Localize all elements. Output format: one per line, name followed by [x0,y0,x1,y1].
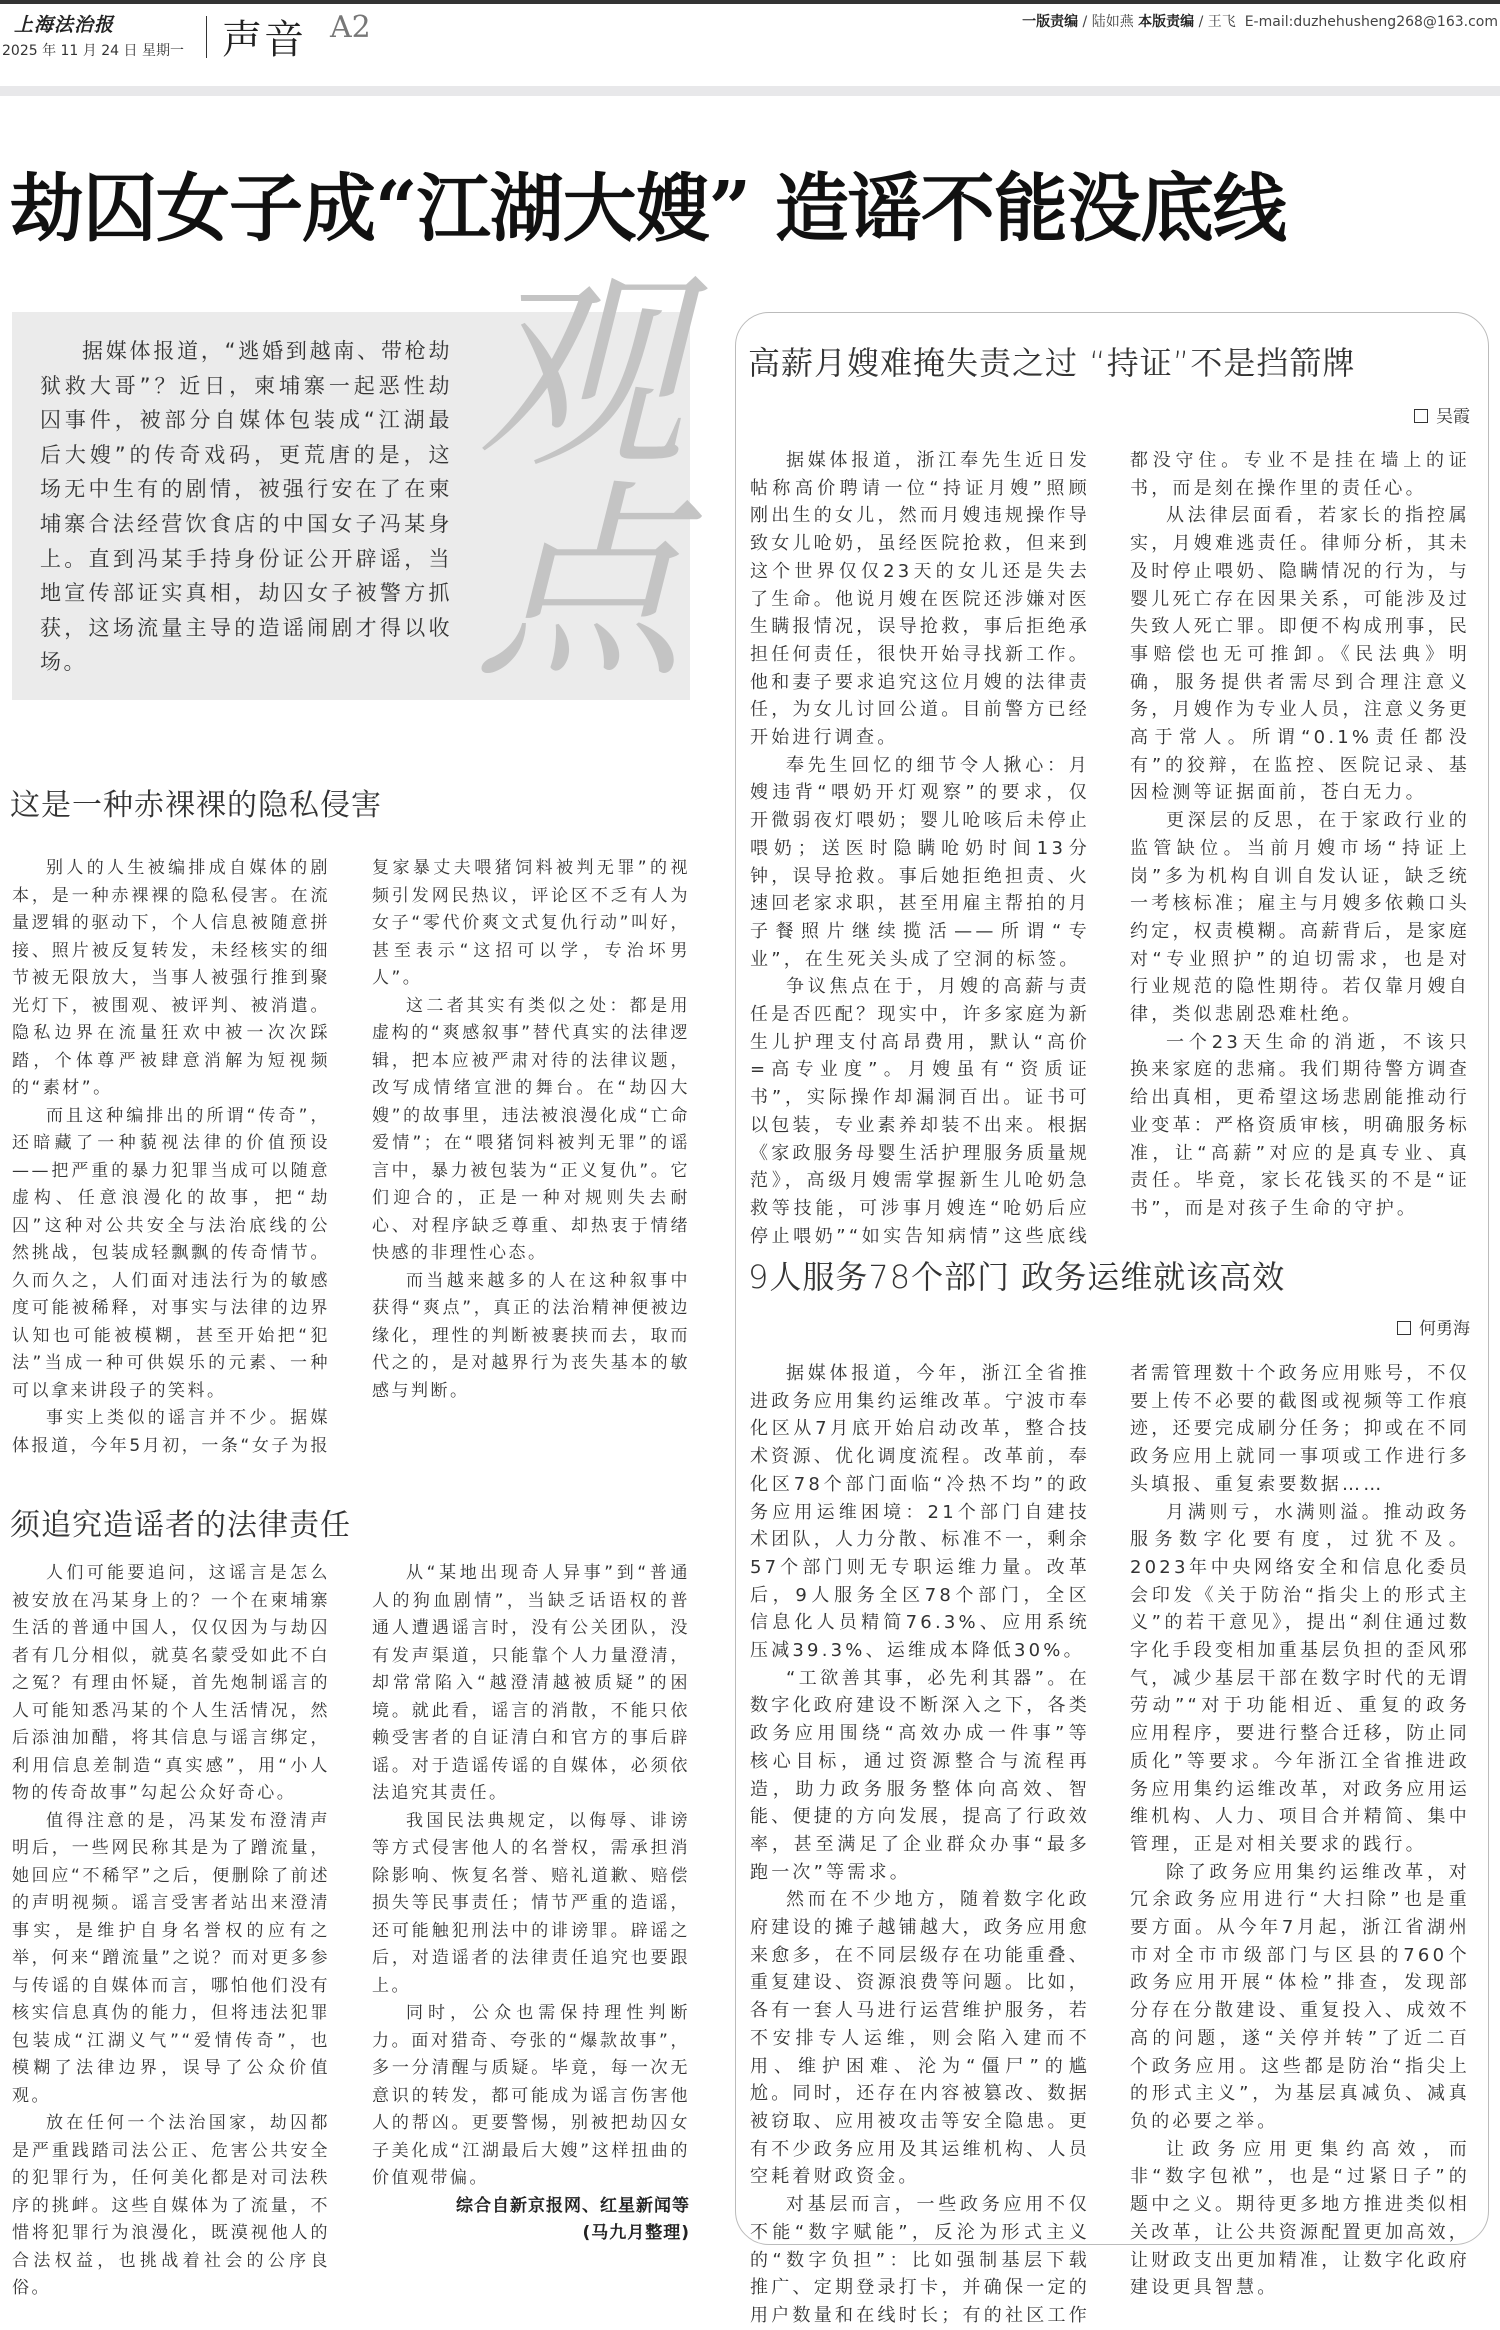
paragraph: 据媒体报道，浙江奉先生近日发帖称高价聘请一位“持证月嫂”照顾刚出生的女儿，然而月嫂违规操作导致女儿呛奶，虽经医院抢救，但来到这个世界仅仅23天的女儿还是失去了生命。他说月嫂在医院还涉嫌对医生瞒报情况，误导抢救，事后拒绝承担任何责任，很快开始寻找新工作。他和妻子要求追究这位月嫂的法律责任，为女儿讨回公道。目前警方已经开始进行调查。 [750,450,1090,749]
compiler-credit: (马九月整理) [582,2223,690,2243]
editor-email: E-mail:duzhehusheng268@163.com [1244,14,1498,30]
paragraph: 月满则亏，水满则溢。推动政务服务数字化要有度，过犹不及。2023年中央网络安全和信息化委员会印发《关于防治“指尖上的形式主义”的若干意见》，提出“刹住通过数字化手段变相加重基层负担的歪风邪气，减少基层干部在数字时代的无谓劳动”“对于功能相近、重复的政务应用程序，要进行整合迁移，防止同质化”等要求。今年浙江全省推进政务应用集约运维改革，对政务应用运维机构、人力、项目合并精简、集中管理，正是对相关要求的践行。 [1130,1501,1470,1855]
paragraph: 同时，公众也需保持理性判断力。面对猎奇、夸张的“爆款故事”，多一分清醒与质疑。毕竟，每一次无意识的转发，都可能成为谣言伤害他人的帮凶。更要警惕，别被把劫囚女子美化成“江湖最后大嫂”这样扭曲的价值观带偏。 [372,2003,690,2188]
editor-credits: 一版责编 / 陆如燕 本版责编 / 王飞 E-mail:duzhehusheng268@163.com [1022,14,1498,30]
paragraph: 然而在不少地方，随着数字化政府建设的摊子越铺越大，政务应用愈来愈多，在不同层级存在功能重叠、重复建设、资源浪费等问题。比如，各有一套人马进行运营维护服务，若不安排专人运维，则会陷入建而不用、维护困难、沦为“僵尸”的尴尬。同时，还存在内容被篡改、数据被窃取、应用被攻击等安全隐患。更有不少政务应用及其运维机构、人员空耗着财政资金。 [750,1889,1090,2188]
paragraph: 除了政务应用集约运维改革，对冗余政务应用进行“大扫除”也是重要方面。从今年7月起，浙江省湖州市对全市市级部门与区县的760个政务应用开展“体检”排查，发现部分存在分散建设、重复投入、成效不高的问题，遂“关停并转”了近二百个政务应用。这些都是防治“指尖上的形式主义”，为基层真减负、减真负的必要之举。 [1130,1861,1470,2132]
article-title-govops: 9人服务78个部门 政务运维就该高效 [748,1258,1286,1296]
paragraph: 人们可能要追问，这谣言是怎么被安放在冯某身上的？一个在柬埔寨生活的普通中国人，仅仅因为与劫囚者有几分相似，就莫名蒙受如此不白之冤？有理由怀疑，首先炮制谣言的人可能知悉冯某的个人生活情况，然后添油加醋，将其信息与谣言绑定，利用信息差制造“真实感”，用“小人物的传奇故事”勾起公众好奇心。 [12,1563,330,1803]
paragraph: 从法律层面看，若家长的指控属实，月嫂难逃责任。律师分析，其未及时停止喂奶、隐瞒情况的行为，与婴儿死亡存在因果关系，可能涉及过失致人死亡罪。即便不构成刑事，民事赔偿也无可推卸。《民法典》明确，服务提供者需尽到合理注意义务，月嫂作为专业人员，注意义务更高于常人。所谓“0.1%责任都没有”的狡辩，在监控、医院记录、基因检测等证据面前，苍白无力。 [1130,505,1470,804]
editor-label-2: 本版责编 [1138,14,1195,30]
paragraph: 让政务应用更集约高效，而非“数字包袱”，也是“过紧日子”的题中之义。期待更多地方推进类似相关改革，让公共资源配置更加高效，让财政支出更加精准，让数字化政府建设更具智慧。 [1130,2138,1470,2299]
editor-label-1: 一版责编 [1022,14,1079,30]
paragraph: 对基层而言，一些政务应用不仅不能“数字赋能”，反沦为形式主义的“数字负担”：比如强制基层下载推广、定期登录打卡，并确保一定的用户数量和在线时长；有的社区工作者需管理数十个政务应用账号，不仅要上传不必要的截图或视频等工作痕迹，还要完成刷分任务；抑或在不同政务应用上就同一事项或工作进行多头填报、重复索要数据…… [750,1363,1470,2326]
section-name: 声音 [222,17,306,63]
paragraph: 别人的人生被编排成自媒体的剧本，是一种赤裸裸的隐私侵害。在流量逻辑的驱动下，个人信息被随意拼接、照片被反复转发，未经核实的细节被无限放大，当事人被强行推到聚光灯下，被围观、被评判、被消遣。隐私边界在流量狂欢中被一次次踩踏，个体尊严被肆意消解为短视频的“素材”。 [12,858,330,1098]
author-byline [1397,1314,1470,1339]
paragraph: 这二者其实有类似之处：都是用虚构的“爽感叙事”替代真实的法律逻辑，把本应被严肃对待的法律议题，改写成情绪宣泄的舞台。在“劫囚大嫂”的故事里，违法被浪漫化成“亡命爱情”；在“喂猪饲料被判无罪”的谣言中，暴力被包装为“正义复仇”。它们迎合的，正是一种对规则失去耐心、对程序缺乏尊重、却热衷于情绪快感的非理性心态。 [372,995,690,1263]
article-govops-body [750,1360,1470,2330]
page-number: A2 [330,10,371,45]
article-privacy-body [12,855,690,1460]
issue-date: 2025 年 11 月 24 日 星期一 [2,43,184,59]
paragraph: 值得注意的是，冯某发布澄清声明后，一些网民称其是为了蹭流量，她回应“不稀罕”之后，便删除了前述的声明视频。谣言受害者站出来澄清事实，是维护自身名誉权的应有之举，何来“蹭流量”之说？而对更多参与传谣的自媒体而言，哪怕他们没有核实信息真伪的能力，但将违法犯罪包装成“江湖义气”“爱情传奇”，也模糊了法律边界，误导了公众价值观。 [12,1810,330,2106]
paragraph: 从“某地出现奇人异事”到“普通人的狗血剧情”，当缺乏话语权的普通人遭遇谣言时，没有公关团队，没有发声渠道，只能靠个人力量澄清，却常常陷入“越澄清越被质疑”的困境。就此看，谣言的消散，不能只依赖受害者的自证清白和官方的事后辟谣。对于造谣传谣的自媒体，必须依法追究其责任。 [372,1563,690,1803]
section-title-legal: 须追究造谣者的法律责任 [10,1508,351,1543]
paragraph: 争议焦点在于，月嫂的高薪与责任是否匹配？现实中，许多家庭为新生儿护理支付高昂费用，默认“高价=高专业度”。月嫂虽有“资质证书”，实际操作却漏洞百出。证书可以包装，专业素养却装不出来。根据《家政服务母婴生活护理服务质量规范》，高级月嫂需掌握新生儿呛奶急救等技能，可涉事月嫂连“呛奶后应停止喂奶”“如实告知病情”这些底线都没守住。专业不是挂在墙上的证书，而是刻在操作里的责任心。 [750,450,1470,1247]
lead-text: 据媒体报道，“逃婚到越南、带枪劫狱救大哥”？近日，柬埔寨一起恶性劫囚事件，被部分自媒体包装成“江湖最后大嫂”的传奇戏码，更荒唐的是，这场无中生有的剧情，被强行安在了在柬埔寨合法经营饮食店的中国女子冯某身上。直到冯某手持身份证公开辟谣，当地宣传部证实真相，劫囚女子被警方抓获，这场流量主导的造谣闹剧才得以收场。 [40,339,452,675]
top-rule [0,0,1500,4]
author-name: 何勇海 [1419,1319,1470,1339]
paragraph: 事实上类似的谣言并不少。据媒体报道，今年5月初，一条“女子为报复家暴丈夫喂猪饲料被判无罪”的视频引发网民热议，评论区不乏有人为女子“零代价爽文式复仇行动”叫好，甚至表示“这招可以学，专治坏男人”。 [12,858,690,1456]
editor-2: 王飞 [1207,14,1236,30]
header-band [0,86,1500,96]
viewpoint-watermark: 观点 [474,252,685,707]
byline-box-icon [1397,1321,1411,1335]
paragraph: 更深层的反思，在于家政行业的监管缺位。当前月嫂市场“持证上岗”多为机构自训自发认证，缺乏统一考核标准；雇主与月嫂多依赖口头约定，权责模糊。高薪背后，是家庭对“专业照护”的迫切需求，也是对行业规范的隐性期待。若仅靠月嫂自律，类似悲剧恐难杜绝。 [1130,810,1470,1026]
paragraph: 而当越来越多的人在这种叙事中获得“爽点”，真正的法治精神便被边缘化，理性的判断被裹挟而去，取而代之的，是对越界行为丧失基本的敏感与判断。 [372,1270,690,1401]
paragraph: 据媒体报道，今年，浙江全省推进政务应用集约运维改革。宁波市奉化区从7月底开始启动改革，整合技术资源、优化调度流程。改革前，奉化区78个部门面临“冷热不均”的政务应用运维困境：21个部门自建技术团队，人力分散、标准不一，剩余57个部门则无专职运维力量。改革后，9人服务全区78个部门，全区信息化人员精简76.3%、应用系统压减39.3%、运维成本降低30%。 [750,1363,1090,1662]
masthead-divider [206,16,207,58]
author-name: 吴霞 [1436,407,1470,427]
source-credit: 综合自新京报网、红星新闻等 [456,2195,690,2216]
paragraph: 而且这种编排出的所谓“传奇”，还暗藏了一种藐视法律的价值预设——把严重的暴力犯罪当成可以随意虚构、任意浪漫化的故事，把“劫囚”这种对公共安全与法治底线的公然挑战，包装成轻飘飘的传奇情节。久而久之，人们面对违法行为的敏感度可能被稀释，对事实与法律的边界认知也可能被模糊，甚至开始把“犯法”当成一种可供娱乐的元素、一种可以拿来讲段子的笑料。 [12,1105,330,1401]
author-byline [1414,402,1470,427]
newspaper-logo: 上海法治报 [14,14,115,36]
paragraph: 放在任何一个法治国家，劫囚都是严重践踏司法公正、危害公共安全的犯罪行为，任何美化都是对司法秩序的挑衅。这些自媒体为了流量，不惜将犯罪行为浪漫化，既漠视他人的合法权益，也挑战着社会的公序良俗。 [12,2113,330,2298]
section-title-privacy: 这是一种赤裸裸的隐私侵害 [10,788,382,823]
article-legal-body [12,1560,690,2303]
byline-box-icon [1414,409,1428,423]
paragraph: 奉先生回忆的细节令人揪心：月嫂违背“喂奶开灯观察”的要求，仅开微弱夜灯喂奶；婴儿呛咳后未停止喂奶；送医时隐瞒呛奶时间13分钟，误导抢救。事后她拒绝担责、火速回老家求职，甚至用雇主帮拍的月子餐照片继续揽活——所谓“专业”，在生死关头成了空洞的标签。 [750,754,1090,970]
paragraph: 我国民法典规定，以侮辱、诽谤等方式侵害他人的名誉权，需承担消除影响、恢复名誉、赔礼道歉、赔偿损失等民事责任；情节严重的造谣，还可能触犯刑法中的诽谤罪。辟谣之后，对造谣者的法律责任追究也要跟上。 [372,1810,690,1996]
article-title-nanny: 高薪月嫂难掩失责之过 “持证”不是挡箭牌 [748,344,1356,382]
paragraph: 一个23天生命的消逝，不该只换来家庭的悲痛。我们期待警方调查给出真相，更希望这场悲剧能推动行业变革：严格资质审核，明确服务标准，让“高薪”对应的是真专业、真责任。毕竟，家长花钱买的不是“证书”，而是对孩子生命的守护。 [1130,1031,1470,1219]
paragraph: “工欲善其事，必先利其器”。在数字化政府建设不断深入之下，各类政务应用围绕“高效办成一件事”等核心目标，通过资源整合与流程再造，助力政务服务整体向高效、智能、便捷的方向发展，提高了行政效率，甚至满足了企业群众办事“最多跑一次”等需求。 [750,1667,1090,1883]
page-headline: 劫囚女子成“江湖大嫂” 造谣不能没底线 [10,166,1286,252]
editor-1: 陆如燕 [1091,14,1134,30]
article-nanny-body [750,447,1470,1250]
